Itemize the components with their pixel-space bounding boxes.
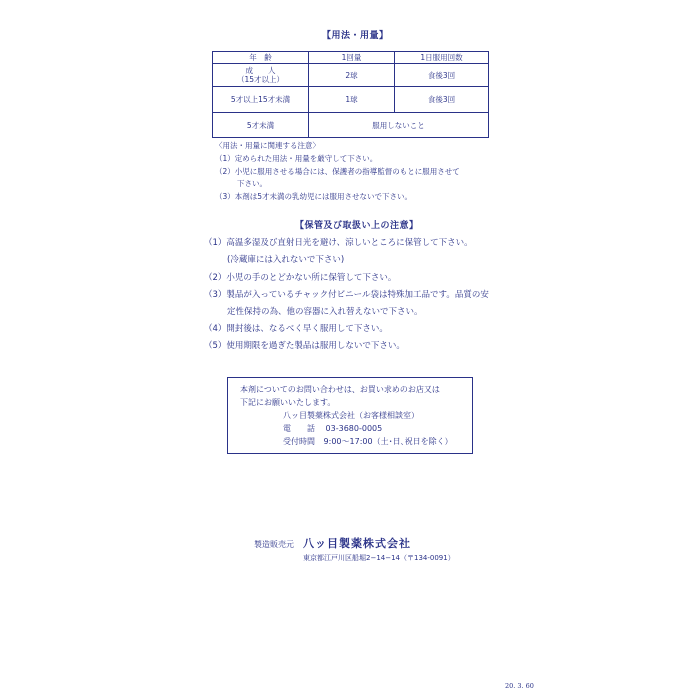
storage-number: （1） [204,238,227,248]
storage-text: 使用期限を過ぎた製品は服用しないで下さい。 [226,341,405,351]
storage-number: （5） [204,341,227,351]
note-number: （2） [215,167,235,176]
storage-heading: 【保管及び取扱い上の注意】 [295,221,419,231]
manufacturer-name: 八ッ目製薬株式会社 [303,537,411,550]
storage-text: 製品が入っているチャック付ビニール袋は特殊加工品です。品質の安 [226,290,489,300]
storage-text: 小児の手のとどかない所に保管して下さい。 [226,273,397,283]
hours-label: 受付時間 [283,437,315,446]
manufacturer-address: 東京都江戸川区船堀2−14−14（〒134-0091） [303,554,455,562]
age-adult-range: （15才以上） [236,75,285,84]
note-text: 本剤は5才未満の乳幼児には服用させないで下さい。 [234,192,413,201]
storage-continuation: (冷蔵庫には入れないで下さい) [227,255,345,265]
col-header-times: 1日服用回数 [395,52,489,64]
col-header-amount: 1回量 [309,52,395,64]
contact-hours-row [283,436,453,447]
note-continuation: 下さい。 [237,179,267,188]
contact-phone-row [283,423,382,434]
hours-value: 9:00～17:00（土･日､祝日を除く） [323,437,453,446]
storage-number: （4） [204,324,227,334]
storage-item [204,338,405,355]
contact-company: 八ッ目製薬株式会社（お客様相談室） [283,411,419,420]
note-cell: 服用しないこと [309,113,489,138]
storage-item [204,270,396,287]
storage-item [204,235,473,252]
contact-line1: 本剤についてのお問い合わせは、お買い求めのお店又は [240,385,440,394]
storage-text: 高温多湿及び直射日光を避け、涼しいところに保管して下さい。 [226,238,473,248]
storage-item [204,287,489,304]
storage-number: （3） [204,290,227,300]
usage-heading: 【用法・用量】 [322,31,389,41]
dosage-table [212,51,489,138]
phone-label: 電 話 [283,424,315,433]
manufacturer-label: 製造販売元 [254,540,294,549]
times-cell: 食後3回 [395,64,489,87]
age-adult: 成 人 [245,66,276,75]
note-item [215,190,412,203]
contact-box [227,377,473,454]
storage-continuation: 定性保持の為、他の容器に入れ替えないで下さい。 [227,307,423,317]
storage-item [204,321,388,338]
note-number: （1） [215,154,235,163]
storage-number: （2） [204,273,227,283]
amount-cell: 1球 [309,87,395,113]
dosage-table-header [213,52,489,64]
age-cell [213,64,309,87]
age-cell: 5才以上15才未満 [213,87,309,113]
storage-text: 開封後は、なるべく早く服用して下さい。 [226,324,388,334]
note-text: 小児に服用させる場合には、保護者の指導監督のもとに服用させて [234,167,460,176]
notes-title: 〈用法・用量に関連する注意〉 [215,141,320,150]
col-header-age: 年 齢 [213,52,309,64]
phone-number: 03-3680-0005 [325,424,383,433]
footer-code: 20. 3. 60 [505,682,534,690]
note-number: （3） [215,192,235,201]
table-row [213,64,489,87]
times-cell: 食後3回 [395,87,489,113]
contact-line2: 下記にお願いいたします。 [240,398,336,407]
note-text: 定められた用法・用量を厳守して下さい。 [234,154,378,163]
note-item [215,152,377,165]
table-row [213,87,489,113]
amount-cell: 2球 [309,64,395,87]
age-cell: 5才未満 [213,113,309,138]
table-row [213,113,489,138]
